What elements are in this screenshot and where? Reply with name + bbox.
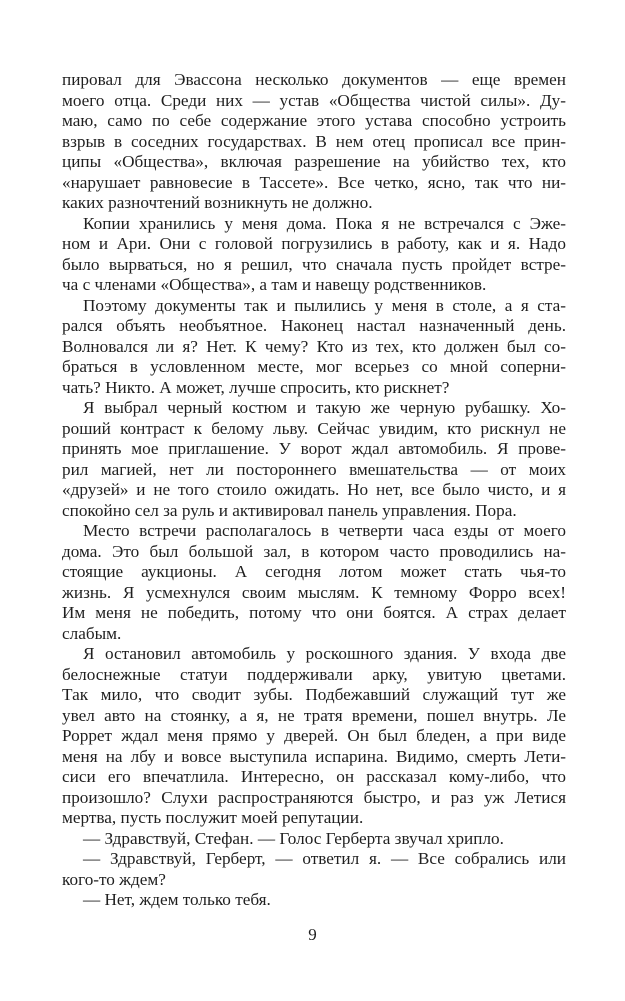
text-line: белоснежные статуи поддерживали арку, увитую цветами.: [62, 664, 566, 684]
text-line: — Нет, ждем только тебя.: [83, 890, 271, 909]
text-line: жизнь. Я усмехнулся своим мыслям. К темному Форро всех!: [62, 582, 566, 602]
text-line: браться в условленном месте, мог всерьез со мной соперни-: [62, 357, 566, 376]
text-line: — Здравствуй, Герберт, — ответил я. — Все собрались или: [83, 849, 566, 868]
text-line: кого-то ждем?: [62, 869, 166, 889]
text-line: Я остановил автомобиль у роскошного здания. У входа две: [83, 644, 566, 663]
text-line: каких разночтений возникнуть не должно.: [62, 193, 373, 212]
text-line: было вырваться, но я решил, что сначала пусть пройдет встре-: [62, 254, 566, 274]
text-line: рался объять необъятное. Наконец настал назначенный день.: [62, 316, 566, 335]
text-line: моего отца. Среди них — устав «Общества чистой силы». Ду-: [62, 90, 566, 110]
text-line: — Здравствуй, Стефан. — Голос Герберта звучал хрипло.: [83, 828, 504, 848]
text-line: Копии хранились у меня дома. Пока я не встречался с Эже-: [83, 213, 566, 233]
text-line: ципы «Общества», включая разрешение на убийство тех, кто: [62, 152, 566, 171]
text-line: мертва, пусть послужит моей репутации.: [62, 808, 364, 827]
text-line: ча с членами «Общества», а там и навещу родственников.: [62, 275, 487, 294]
text-line: дома. Это был большой зал, в котором часто проводились на-: [62, 541, 566, 561]
text-line: спокойно сел за руль и активировал панель управления. Пора.: [62, 500, 517, 520]
text-line: меня на лбу и вовсе выступила испарина. Видимо, смерть Лети-: [62, 746, 566, 766]
text-line: сиси его впечатлила. Интересно, он рассказал кому-либо, что: [62, 767, 566, 786]
text-line: «нарушает равновесие в Тассете». Все четко, ясно, так что ни-: [62, 172, 566, 192]
text-line: Поэтому документы так и пылились у меня в столе, а я ста-: [83, 295, 566, 315]
text-line: Роррет ждал меня прямо у дверей. Он был бледен, а при виде: [62, 726, 566, 745]
text-line: произошло? Слухи распространяются быстро, и раз уж Летися: [62, 787, 566, 807]
text-line: Волновался ли я? Нет. К чему? Кто из тех, кто должен был со-: [62, 336, 566, 356]
text-line: «друзей» и не того стоило ожидать. Но нет, все было чисто, и я: [62, 480, 566, 499]
text-line: чать? Никто. А может, лучше спросить, кто рискнет?: [62, 377, 450, 397]
text-line: маю, само по себе содержание этого устава способно устроить: [62, 111, 566, 130]
text-line: увел авто на стоянку, а я, не тратя времени, пошел внутрь. Ле: [62, 705, 566, 725]
text-line: пировал для Эвассона несколько документов — еще времен: [62, 70, 566, 89]
text-line: слабым.: [62, 623, 122, 643]
body-text: [62, 70, 566, 911]
page-number: 9: [308, 925, 317, 944]
text-line: Я выбрал черный костюм и такую же черную рубашку. Хо-: [83, 398, 566, 417]
text-line: Место встречи располагалось в четверти часа езды от моего: [83, 521, 566, 540]
text-line: принять мое приглашение. У ворот ждал автомобиль. Я прове-: [62, 439, 566, 458]
text-line: рил магией, нет ли постороннего вмешательства — от моих: [62, 459, 566, 479]
text-line: Им меня не победить, потому что они боятся. А страх делает: [62, 603, 566, 622]
text-line: роший контраст к белому льву. Сейчас увидим, кто рискнул не: [62, 418, 566, 438]
text-line: стоящие аукционы. А сегодня лотом может стать чья-то: [62, 562, 566, 581]
text-line: Так мило, что сводит зубы. Подбежавший служащий тут же: [62, 685, 566, 704]
text-line: ном и Ари. Они с головой погрузились в работу, как и я. Надо: [62, 234, 566, 253]
text-line: взрыв в соседних государствах. В нем отец прописал все прин-: [62, 131, 566, 151]
